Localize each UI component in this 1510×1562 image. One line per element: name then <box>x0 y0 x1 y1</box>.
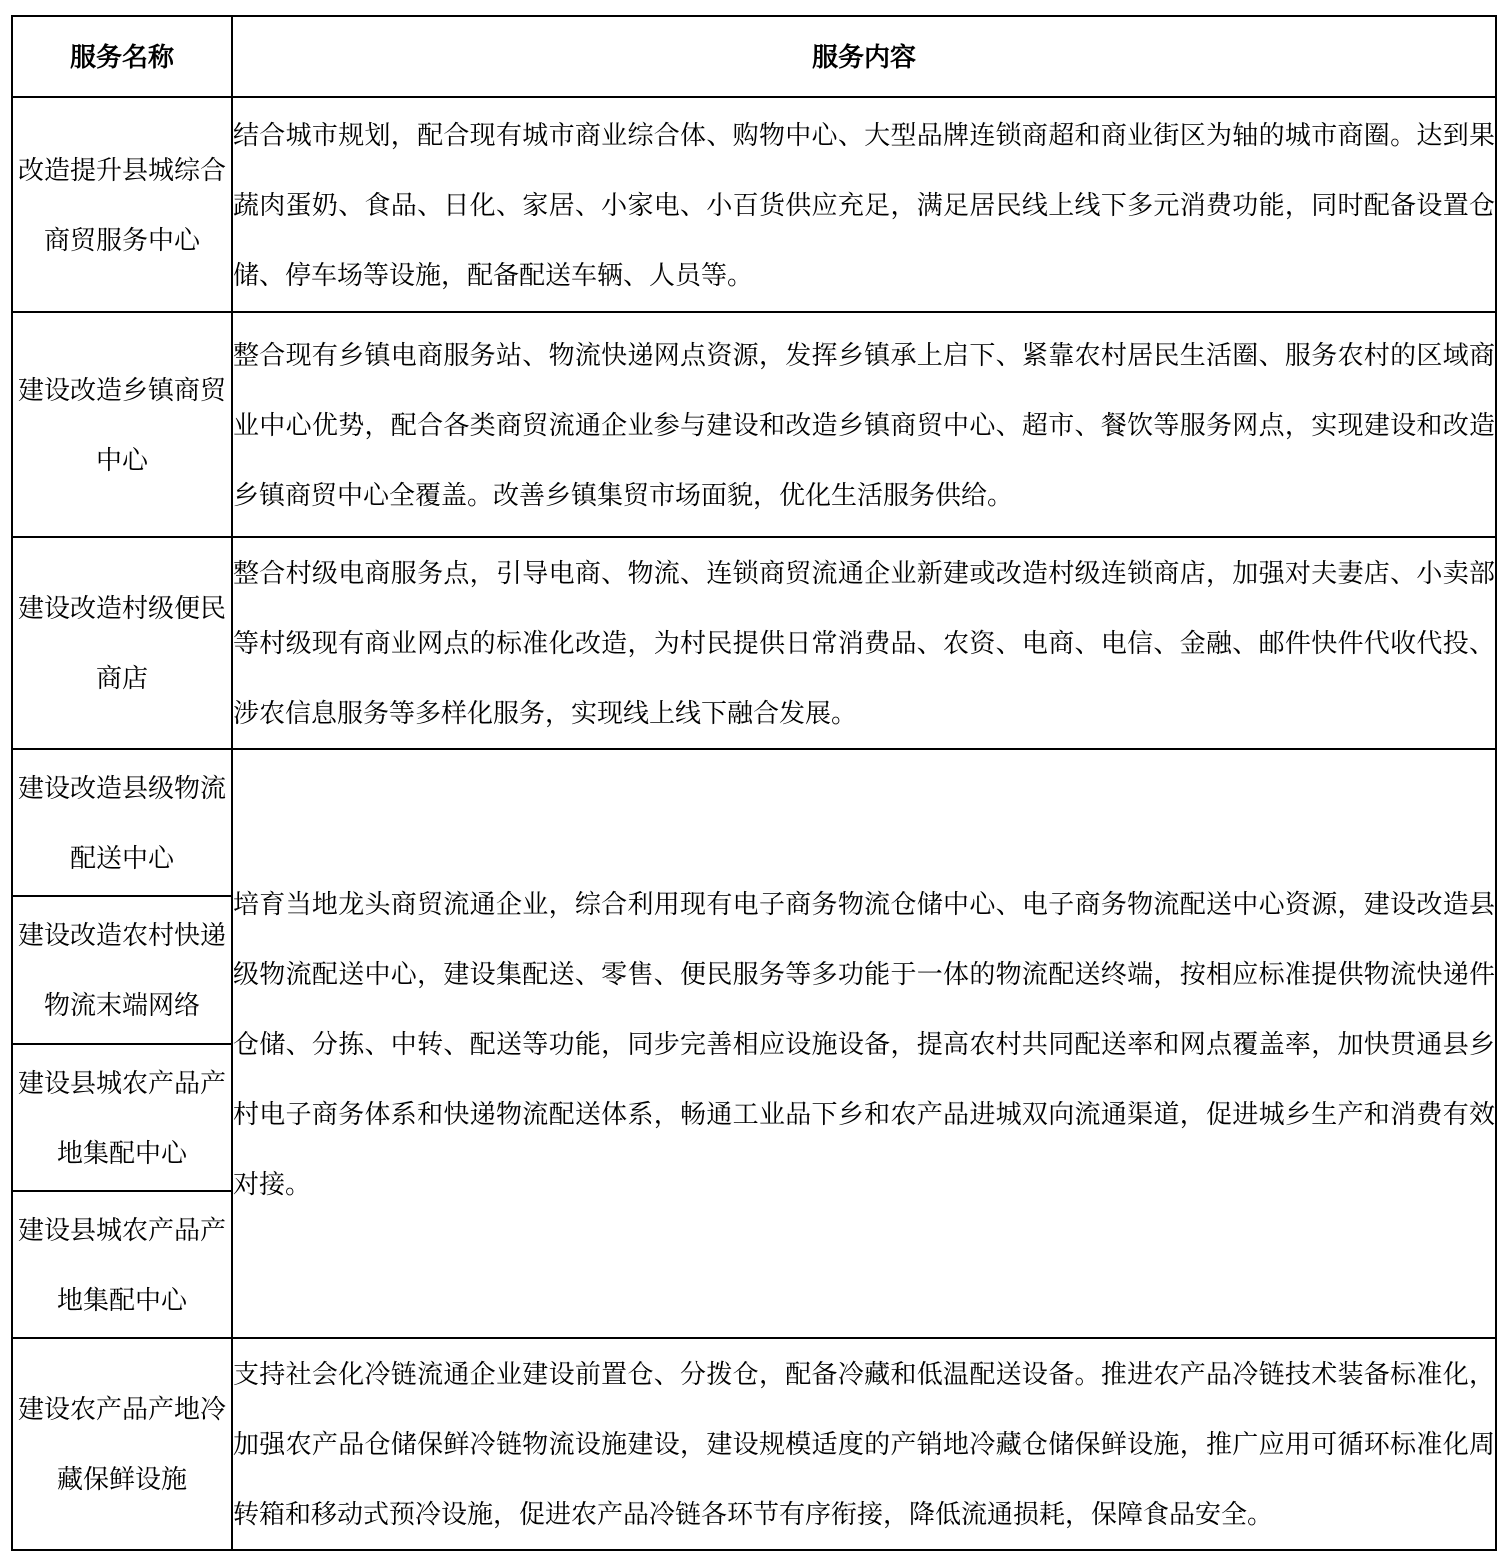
table-row <box>12 537 1496 749</box>
table-header-row <box>12 16 1496 97</box>
service-name-8: 建设农产品产地冷藏保鲜设施 <box>12 1338 232 1550</box>
header-service-content: 服务内容 <box>232 16 1496 97</box>
services-table <box>11 15 1497 1551</box>
table-row <box>12 312 1496 537</box>
table-row <box>12 1338 1496 1550</box>
service-name-3: 建设改造村级便民商店 <box>12 537 232 749</box>
service-name-6: 建设县城农产品产地集配中心 <box>12 1044 232 1191</box>
service-name-5: 建设改造农村快递物流末端网络 <box>12 896 232 1044</box>
table-row <box>12 749 1496 896</box>
header-service-name: 服务名称 <box>12 16 232 97</box>
service-name-7: 建设县城农产品产地集配中心 <box>12 1191 232 1338</box>
service-name-1: 改造提升县城综合商贸服务中心 <box>12 97 232 312</box>
service-content-3: 整合村级电商服务点，引导电商、物流、连锁商贸流通企业新建或改造村级连锁商店，加强对夫妻店、小卖部等村级现有商业网点的标准化改造，为村民提供日常消费品、农资、电商、电信、金融、邮件快件代收代投、涉农信息服务等多样化服务，实现线上线下融合发展。 <box>232 537 1496 749</box>
service-content-merged: 培育当地龙头商贸流通企业，综合利用现有电子商务物流仓储中心、电子商务物流配送中心资源，建设改造县级物流配送中心，建设集配送、零售、便民服务等多功能于一体的物流配送终端，按相应标准提供物流快递件仓储、分拣、中转、配送等功能，同步完善相应设施设备，提高农村共同配送率和网点覆盖率，加快贯通县乡村电子商务体系和快递物流配送体系，畅通工业品下乡和农产品进城双向流通渠道，促进城乡生产和消费有效对接。 <box>232 749 1496 1338</box>
service-name-2: 建设改造乡镇商贸中心 <box>12 312 232 537</box>
service-name-4: 建设改造县级物流配送中心 <box>12 749 232 896</box>
service-content-8: 支持社会化冷链流通企业建设前置仓、分拨仓，配备冷藏和低温配送设备。推进农产品冷链技术装备标准化，加强农产品仓储保鲜冷链物流设施建设，建设规模适度的产销地冷藏仓储保鲜设施，推广应用可循环标准化周转箱和移动式预冷设施，促进农产品冷链各环节有序衔接，降低流通损耗，保障食品安全。 <box>232 1338 1496 1550</box>
table-row <box>12 97 1496 312</box>
service-content-1: 结合城市规划，配合现有城市商业综合体、购物中心、大型品牌连锁商超和商业街区为轴的城市商圈。达到果蔬肉蛋奶、食品、日化、家居、小家电、小百货供应充足，满足居民线上线下多元消费功能，同时配备设置仓储、停车场等设施，配备配送车辆、人员等。 <box>232 97 1496 312</box>
service-content-2: 整合现有乡镇电商服务站、物流快递网点资源，发挥乡镇承上启下、紧靠农村居民生活圈、服务农村的区域商业中心优势，配合各类商贸流通企业参与建设和改造乡镇商贸中心、超市、餐饮等服务网点，实现建设和改造乡镇商贸中心全覆盖。改善乡镇集贸市场面貌，优化生活服务供给。 <box>232 312 1496 537</box>
